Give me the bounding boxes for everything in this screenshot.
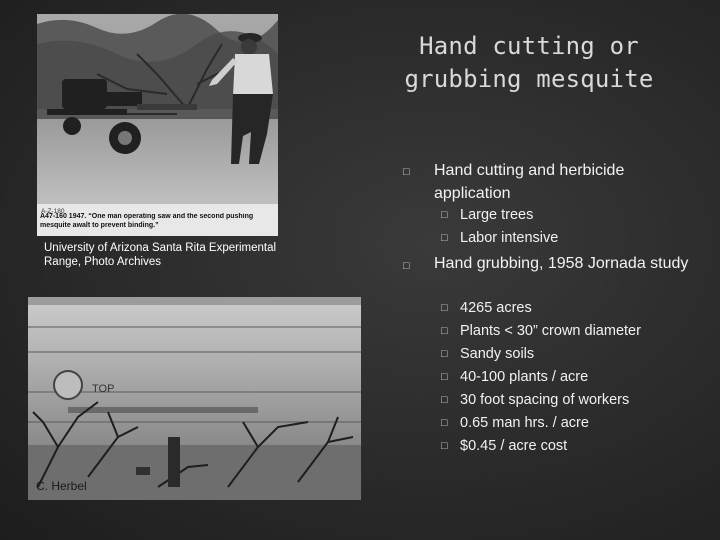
- photo2-credit: C. Herbel: [36, 479, 87, 493]
- bullet-hand-cutting: Hand cutting and herbicide application: [434, 162, 625, 202]
- sub-bullet-worker-spacing: 30 foot spacing of workers: [460, 392, 630, 408]
- sub-bullet-icon: □: [441, 417, 448, 429]
- sub-bullet-plants-per-acre: 40-100 plants / acre: [460, 369, 589, 385]
- photo-hand-cutting-image: [37, 14, 278, 236]
- bullet-hand-grubbing: Hand grubbing, 1958 Jornada study: [434, 255, 689, 272]
- bullet-icon: □: [403, 260, 410, 272]
- sub-bullet-icon: □: [441, 440, 448, 452]
- bullet-icon: □: [403, 166, 410, 178]
- photo1-number: A-Z-180: [41, 208, 65, 215]
- sub-bullet-icon: □: [441, 209, 448, 221]
- sub-bullet-labor-intensive: Labor intensive: [460, 230, 559, 246]
- photo-hand-cutting: [37, 14, 278, 236]
- sub-bullet-large-trees: Large trees: [460, 207, 534, 223]
- photo1-caption: A47-160 1947. “One man operating saw and the second pushing mesquite awalt to prevent binding.”: [40, 213, 254, 229]
- sub-bullet-cost: $0.45 / acre cost: [460, 438, 568, 454]
- sub-bullet-icon: □: [441, 371, 448, 383]
- sub-bullet-icon: □: [441, 302, 448, 314]
- photo-grubbing: [28, 297, 361, 500]
- sub-bullet-icon: □: [441, 325, 448, 337]
- sub-bullet-crown-diameter: Plants < 30” crown diameter: [460, 323, 641, 339]
- sub-bullet-icon: □: [441, 348, 448, 360]
- photo-grubbing-image: [28, 297, 361, 500]
- sub-bullet-man-hours: 0.65 man hrs. / acre: [460, 415, 589, 431]
- photo1-credit: University of Arizona Santa Rita Experimental Range, Photo Archives: [44, 242, 277, 268]
- photo2-sign: TOP: [92, 383, 115, 395]
- sub-bullet-acres: 4265 acres: [460, 300, 532, 316]
- sub-bullet-sandy-soils: Sandy soils: [460, 346, 535, 362]
- slide-title: Hand cutting or grubbing mesquite: [404, 32, 654, 93]
- sub-bullet-icon: □: [441, 394, 448, 406]
- sub-bullet-icon: □: [441, 232, 448, 244]
